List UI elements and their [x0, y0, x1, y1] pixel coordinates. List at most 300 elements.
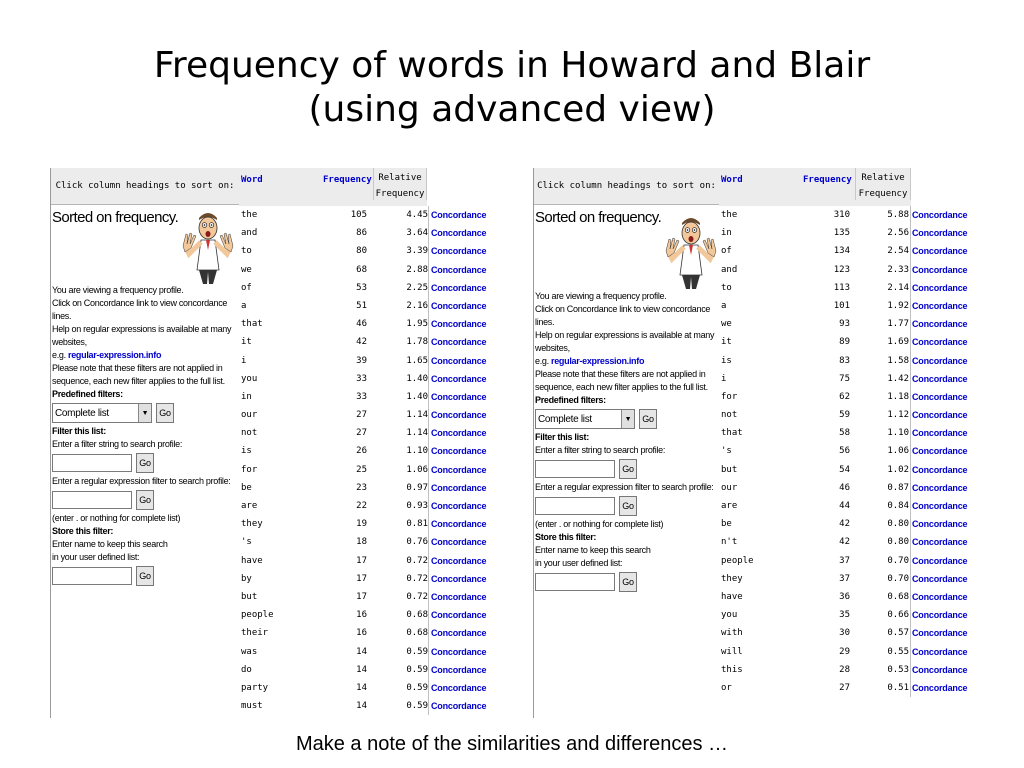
frequency-cell: 26: [356, 446, 367, 457]
frequency-cell: 18: [356, 537, 367, 548]
concordance-link[interactable]: Concordance: [431, 319, 487, 330]
filter-list-heading: Filter this list:: [535, 432, 589, 442]
go-button[interactable]: Go: [619, 459, 637, 479]
concordance-link[interactable]: Concordance: [431, 228, 487, 239]
concordance-link[interactable]: Concordance: [912, 628, 968, 639]
relative-frequency-cell: 0.66: [887, 610, 909, 621]
info-text: Please note that these filters are not applied in: [52, 363, 223, 373]
table-row: [719, 479, 971, 497]
word-cell: is: [721, 355, 732, 366]
predefined-filter-select[interactable]: [52, 403, 152, 423]
word-cell: we: [721, 319, 732, 330]
sorted-status: Sorted on frequency.: [535, 209, 662, 226]
word-cell: do: [241, 664, 252, 675]
concordance-link[interactable]: Concordance: [431, 428, 487, 439]
concordance-link[interactable]: Concordance: [912, 428, 968, 439]
relative-frequency-cell: 3.64: [406, 228, 428, 239]
word-cell: the: [721, 210, 738, 220]
table-row: [239, 224, 487, 242]
table-row: [239, 442, 487, 460]
relative-frequency-cell: 1.06: [406, 464, 428, 475]
relative-frequency-cell: 5.88: [887, 210, 909, 220]
relative-frequency-cell: 0.76: [406, 537, 428, 548]
concordance-link[interactable]: Concordance: [431, 373, 487, 384]
store-filter-heading: Store this filter:: [535, 532, 597, 542]
word-cell: or: [721, 682, 732, 693]
predefined-filters-heading: Predefined filters:: [52, 389, 123, 399]
frequency-cell: 37: [839, 555, 850, 566]
word-cell: you: [241, 373, 258, 384]
word-cell: that: [241, 319, 263, 330]
sort-hint: Click column headings to sort on:: [534, 168, 719, 205]
relative-frequency-cell: 2.33: [887, 264, 909, 275]
concordance-link[interactable]: Concordance: [431, 391, 487, 402]
chevron-down-icon[interactable]: ▼: [621, 410, 634, 428]
slide-title: [0, 44, 1024, 132]
table-row: [239, 533, 487, 551]
concordance-link[interactable]: Concordance: [431, 701, 487, 712]
info-text: Click on Concordance link to view concordance lines.: [52, 298, 228, 321]
store-label: in your user defined list:: [535, 558, 623, 568]
frequency-cell: 46: [839, 482, 850, 493]
concordance-link[interactable]: Concordance: [431, 519, 487, 530]
word-cell: 's: [721, 446, 732, 457]
concordance-link[interactable]: Concordance: [912, 610, 968, 621]
word-cell: not: [721, 410, 738, 421]
concordance-link[interactable]: Concordance: [912, 210, 968, 220]
concordance-link[interactable]: Concordance: [912, 246, 968, 257]
relative-frequency-cell: 0.84: [887, 501, 909, 511]
table-row: [719, 552, 971, 570]
word-cell: for: [241, 464, 258, 475]
word-cell: a: [241, 300, 247, 311]
filter-string-label: Enter a filter string to search profile:: [52, 439, 183, 449]
concordance-link[interactable]: Concordance: [912, 682, 968, 693]
table-row: [719, 242, 971, 260]
frequency-cell: 58: [839, 428, 850, 439]
frequency-cell: 62: [839, 391, 850, 402]
word-cell: in: [721, 228, 732, 239]
concordance-link[interactable]: Concordance: [912, 373, 968, 384]
concordance-link[interactable]: Concordance: [431, 591, 487, 602]
go-button[interactable]: Go: [136, 566, 154, 586]
go-button[interactable]: Go: [156, 403, 174, 423]
regex-input[interactable]: [52, 491, 132, 509]
relative-frequency-cell: 1.92: [887, 300, 909, 311]
table-row: [719, 533, 971, 551]
table-row: [719, 279, 971, 297]
relative-frequency-cell: 0.72: [406, 591, 428, 602]
concordance-link[interactable]: Concordance: [912, 355, 968, 366]
table-row: [239, 479, 487, 497]
frequency-cell: 86: [356, 228, 367, 239]
relative-frequency-cell: 0.59: [406, 701, 428, 712]
relative-frequency-cell: 1.10: [406, 446, 428, 457]
info-text: sequence, each new filter applies to the full list.: [535, 382, 708, 392]
concordance-link[interactable]: Concordance: [912, 519, 968, 530]
table-row: [239, 461, 487, 479]
word-cell: in: [241, 391, 252, 402]
frequency-cell: 14: [356, 701, 367, 712]
relative-frequency-cell: 0.97: [406, 482, 428, 493]
relative-frequency-cell: 1.18: [887, 391, 909, 402]
table-row: [719, 515, 971, 533]
relative-frequency-cell: 0.59: [406, 646, 428, 657]
concordance-link[interactable]: Concordance: [912, 446, 968, 457]
go-button[interactable]: Go: [619, 496, 637, 516]
slide-footer-note: Make a note of the similarities and differences …: [295, 733, 729, 755]
frequency-cell: 33: [356, 391, 367, 402]
relative-frequency-cell: 0.68: [406, 610, 428, 621]
frequency-cell: 75: [839, 373, 850, 384]
concordance-link[interactable]: Concordance: [912, 501, 968, 511]
info-text: You are viewing a frequency profile.: [52, 285, 184, 295]
frequency-panel-howard: [50, 168, 487, 718]
table-row: [719, 352, 971, 370]
frequency-cell: 25: [356, 464, 367, 475]
regex-help-link[interactable]: regular-expression.info: [551, 356, 645, 366]
relative-frequency-cell: 1.58: [887, 355, 909, 366]
frequency-cell: 134: [833, 246, 850, 257]
table-row: [239, 206, 487, 224]
column-header-frequency[interactable]: Frequency: [803, 175, 852, 185]
table-row: [239, 606, 487, 624]
word-cell: a: [721, 300, 727, 311]
regex-label: Enter a regular expression filter to search profile:: [535, 482, 714, 492]
concordance-link[interactable]: Concordance: [912, 337, 968, 348]
info-text: e.g. regular-expression.info: [535, 356, 645, 366]
frequency-cell: 35: [839, 610, 850, 621]
frequency-cell: 46: [356, 319, 367, 330]
slide-title-line-2: (using advanced view): [308, 89, 716, 130]
frequency-cell: 310: [833, 210, 850, 220]
frequency-cell: 16: [356, 628, 367, 639]
frequency-cell: 28: [839, 664, 850, 675]
concordance-link[interactable]: Concordance: [912, 319, 968, 330]
concordance-link[interactable]: Concordance: [912, 573, 968, 584]
concordance-link[interactable]: Concordance: [431, 446, 487, 457]
column-header-relative-frequency[interactable]: Relative Frequency: [373, 168, 427, 200]
relative-frequency-cell: 0.70: [887, 555, 909, 566]
table-row: [719, 297, 971, 315]
word-cell: be: [241, 482, 252, 493]
info-text: e.g. regular-expression.info: [52, 350, 162, 360]
relative-frequency-cell: 2.88: [406, 264, 428, 275]
relative-frequency-cell: 1.06: [887, 446, 909, 457]
relative-frequency-cell: 1.14: [406, 428, 428, 439]
table-row: [719, 679, 971, 697]
filter-string-input[interactable]: [535, 460, 615, 478]
relative-frequency-cell: 0.93: [406, 501, 428, 511]
word-cell: our: [241, 410, 258, 421]
table-row: [239, 333, 487, 351]
table-row: [239, 370, 487, 388]
table-row: [719, 643, 971, 661]
word-cell: people: [721, 555, 754, 566]
filter-list-heading: Filter this list:: [52, 426, 106, 436]
sort-hint: Click column headings to sort on:: [51, 168, 239, 205]
word-cell: will: [721, 646, 743, 657]
relative-frequency-cell: 0.72: [406, 573, 428, 584]
word-cell: it: [721, 337, 732, 348]
frequency-cell: 29: [839, 646, 850, 657]
store-name-input[interactable]: [52, 567, 132, 585]
enter-hint: (enter . or nothing for complete list): [52, 513, 181, 523]
table-row: [239, 242, 487, 260]
frequency-cell: 36: [839, 591, 850, 602]
table-row: [239, 661, 487, 679]
filter-sidebar: [51, 168, 239, 718]
relative-frequency-cell: 0.59: [406, 664, 428, 675]
frequency-cell: 14: [356, 664, 367, 675]
frequency-cell: 33: [356, 373, 367, 384]
concordance-link[interactable]: Concordance: [912, 482, 968, 493]
concordance-link[interactable]: Concordance: [431, 246, 487, 257]
go-button[interactable]: Go: [619, 572, 637, 592]
table-row: [239, 570, 487, 588]
relative-frequency-cell: 0.80: [887, 519, 909, 530]
word-cell: of: [241, 282, 252, 293]
frequency-cell: 59: [839, 410, 850, 421]
filter-string-label: Enter a filter string to search profile:: [535, 445, 666, 455]
table-body: [719, 206, 971, 697]
concordance-link[interactable]: Concordance: [912, 282, 968, 293]
frequency-cell: 14: [356, 646, 367, 657]
concordance-link[interactable]: Concordance: [431, 264, 487, 275]
relative-frequency-cell: 1.14: [406, 410, 428, 421]
table-row: [719, 570, 971, 588]
predefined-filters-heading: Predefined filters:: [535, 395, 606, 405]
filter-string-input[interactable]: [52, 454, 132, 472]
concordance-link[interactable]: Concordance: [431, 210, 487, 220]
word-cell: are: [721, 501, 738, 511]
go-button[interactable]: Go: [639, 409, 657, 429]
word-cell: n't: [721, 537, 738, 548]
word-cell: to: [241, 246, 252, 257]
table-row: [239, 497, 487, 515]
relative-frequency-cell: 4.45: [406, 210, 428, 220]
table-row: [719, 206, 971, 224]
frequency-cell: 17: [356, 555, 367, 566]
word-cell: we: [241, 264, 252, 275]
frequency-table: [719, 168, 971, 697]
concordance-link[interactable]: Concordance: [912, 591, 968, 602]
table-row: [239, 352, 487, 370]
frequency-cell: 51: [356, 300, 367, 311]
relative-frequency-cell: 2.54: [887, 246, 909, 257]
word-cell: and: [721, 264, 738, 275]
table-row: [719, 406, 971, 424]
table-body: [239, 206, 487, 715]
surprised-man-illustration: [664, 213, 718, 291]
concordance-link[interactable]: Concordance: [431, 610, 487, 621]
word-cell: have: [721, 591, 743, 602]
word-cell: but: [241, 591, 258, 602]
go-button[interactable]: Go: [136, 453, 154, 473]
frequency-panel-blair: [533, 168, 971, 718]
relative-frequency-cell: 0.57: [887, 628, 909, 639]
word-cell: they: [721, 573, 743, 584]
table-row: [719, 424, 971, 442]
frequency-cell: 42: [356, 337, 367, 348]
filter-sidebar: [534, 168, 719, 718]
table-header: [239, 168, 487, 206]
column-header-word[interactable]: Word: [241, 175, 263, 185]
info-text: You are viewing a frequency profile.: [535, 291, 667, 301]
relative-frequency-cell: 1.78: [406, 337, 428, 348]
relative-frequency-cell: 1.65: [406, 355, 428, 366]
concordance-link[interactable]: Concordance: [912, 464, 968, 475]
frequency-cell: 14: [356, 682, 367, 693]
chevron-down-icon[interactable]: ▼: [138, 404, 151, 422]
relative-frequency-cell: 0.81: [406, 519, 428, 530]
word-cell: i: [241, 355, 247, 366]
relative-frequency-cell: 1.42: [887, 373, 909, 384]
table-row: [239, 515, 487, 533]
enter-hint: (enter . or nothing for complete list): [535, 519, 664, 529]
table-row: [239, 697, 487, 715]
concordance-link[interactable]: Concordance: [912, 300, 968, 311]
table-row: [719, 497, 971, 515]
frequency-cell: 93: [839, 319, 850, 330]
concordance-link[interactable]: Concordance: [912, 410, 968, 421]
table-row: [719, 588, 971, 606]
info-text: Please note that these filters are not applied in: [535, 369, 706, 379]
word-cell: it: [241, 337, 252, 348]
relative-frequency-cell: 2.14: [887, 282, 909, 293]
table-row: [719, 661, 971, 679]
concordance-link[interactable]: Concordance: [431, 555, 487, 566]
relative-frequency-cell: 2.16: [406, 300, 428, 311]
relative-frequency-cell: 0.68: [887, 591, 909, 602]
concordance-link[interactable]: Concordance: [431, 664, 487, 675]
concordance-link[interactable]: Concordance: [431, 682, 487, 693]
concordance-link[interactable]: Concordance: [431, 282, 487, 293]
relative-frequency-cell: 0.55: [887, 646, 909, 657]
frequency-cell: 30: [839, 628, 850, 639]
concordance-link[interactable]: Concordance: [431, 573, 487, 584]
relative-frequency-cell: 1.77: [887, 319, 909, 330]
frequency-cell: 27: [356, 428, 367, 439]
word-cell: that: [721, 428, 743, 439]
table-row: [719, 224, 971, 242]
store-name-input[interactable]: [535, 573, 615, 591]
regex-input[interactable]: [535, 497, 615, 515]
table-row: [719, 461, 971, 479]
concordance-link[interactable]: Concordance: [431, 628, 487, 639]
word-cell: i: [721, 373, 727, 384]
relative-frequency-cell: 1.40: [406, 391, 428, 402]
table-row: [719, 333, 971, 351]
word-cell: with: [721, 628, 743, 639]
table-row: [239, 388, 487, 406]
concordance-link[interactable]: Concordance: [912, 646, 968, 657]
info-text: Help on regular expressions is available at many websites,: [535, 330, 715, 353]
table-row: [719, 606, 971, 624]
relative-frequency-cell: 1.12: [887, 410, 909, 421]
concordance-link[interactable]: Concordance: [912, 228, 968, 239]
word-cell: is: [241, 446, 252, 457]
concordance-link[interactable]: Concordance: [431, 482, 487, 493]
go-button[interactable]: Go: [136, 490, 154, 510]
word-cell: the: [241, 210, 258, 220]
word-cell: are: [241, 501, 258, 511]
relative-frequency-cell: 0.72: [406, 555, 428, 566]
frequency-cell: 27: [356, 410, 367, 421]
frequency-cell: 22: [356, 501, 367, 511]
table-row: [239, 406, 487, 424]
concordance-link[interactable]: Concordance: [431, 537, 487, 548]
relative-frequency-cell: 2.56: [887, 228, 909, 239]
concordance-link[interactable]: Concordance: [431, 501, 487, 511]
word-cell: be: [721, 519, 732, 530]
regex-help-link[interactable]: regular-expression.info: [68, 350, 162, 360]
table-row: [239, 679, 487, 697]
concordance-link[interactable]: Concordance: [431, 355, 487, 366]
select-value: Complete list: [55, 407, 109, 419]
frequency-cell: 123: [833, 264, 850, 275]
frequency-cell: 37: [839, 573, 850, 584]
frequency-cell: 16: [356, 610, 367, 621]
concordance-link[interactable]: Concordance: [912, 391, 968, 402]
concordance-link[interactable]: Concordance: [431, 337, 487, 348]
table-row: [719, 388, 971, 406]
table-header: [719, 168, 971, 206]
frequency-cell: 68: [356, 264, 367, 275]
word-cell: you: [721, 610, 738, 621]
relative-frequency-cell: 3.39: [406, 246, 428, 257]
word-cell: of: [721, 246, 732, 257]
relative-frequency-cell: 0.87: [887, 482, 909, 493]
concordance-link[interactable]: Concordance: [431, 410, 487, 421]
concordance-link[interactable]: Concordance: [431, 300, 487, 311]
frequency-table: [239, 168, 487, 715]
concordance-link[interactable]: Concordance: [431, 464, 487, 475]
store-label: Enter name to keep this search: [52, 539, 168, 549]
concordance-link[interactable]: Concordance: [912, 664, 968, 675]
store-label: Enter name to keep this search: [535, 545, 651, 555]
column-header-relative-frequency[interactable]: Relative Frequency: [855, 168, 911, 200]
table-row: [239, 297, 487, 315]
word-cell: to: [721, 282, 732, 293]
concordance-link[interactable]: Concordance: [912, 555, 968, 566]
table-row: [239, 261, 487, 279]
column-header-word[interactable]: Word: [721, 175, 743, 185]
predefined-filter-select[interactable]: [535, 409, 635, 429]
column-header-frequency[interactable]: Frequency: [323, 175, 372, 185]
table-row: [239, 552, 487, 570]
frequency-cell: 39: [356, 355, 367, 366]
frequency-cell: 27: [839, 682, 850, 693]
word-cell: people: [241, 610, 274, 621]
concordance-link[interactable]: Concordance: [912, 537, 968, 548]
select-value: Complete list: [538, 413, 592, 425]
frequency-cell: 23: [356, 482, 367, 493]
frequency-cell: 42: [839, 519, 850, 530]
word-cell: was: [241, 646, 258, 657]
concordance-link[interactable]: Concordance: [431, 646, 487, 657]
frequency-cell: 53: [356, 282, 367, 293]
word-cell: our: [721, 482, 738, 493]
relative-frequency-cell: 0.70: [887, 573, 909, 584]
frequency-cell: 113: [833, 282, 850, 293]
table-row: [719, 261, 971, 279]
word-cell: party: [241, 682, 269, 693]
concordance-link[interactable]: Concordance: [912, 264, 968, 275]
frequency-cell: 135: [833, 228, 850, 239]
relative-frequency-cell: 1.40: [406, 373, 428, 384]
frequency-cell: 89: [839, 337, 850, 348]
